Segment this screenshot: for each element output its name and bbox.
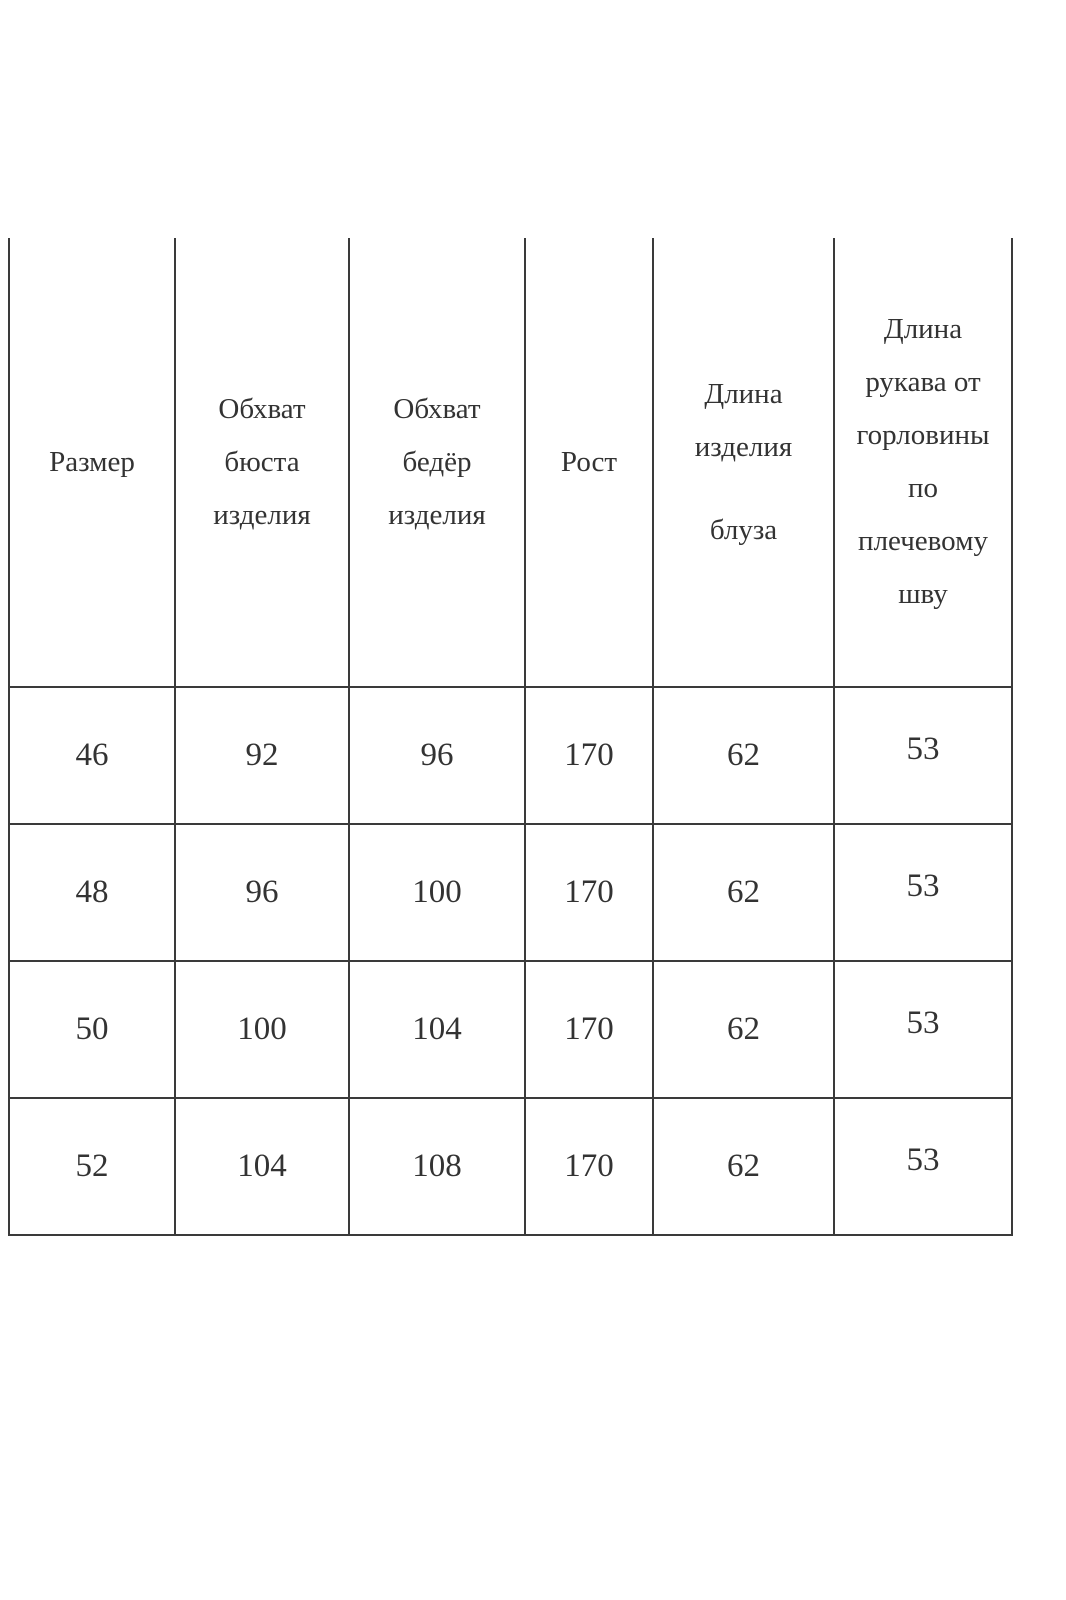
size-chart-table	[8, 238, 1013, 1236]
cell-size: 46	[9, 687, 175, 824]
header-hip-girth	[349, 238, 525, 687]
cell-hip-girth: 96	[349, 687, 525, 824]
header-line: по	[907, 472, 939, 504]
header-line: плечевому	[858, 525, 988, 557]
header-line: изделия	[213, 498, 311, 531]
header-blouse-length	[653, 238, 834, 687]
header-line: Рост	[560, 445, 618, 478]
cell-height: 170	[525, 824, 653, 961]
header-size	[9, 238, 175, 687]
header-line: бедёр	[402, 445, 472, 478]
cell-bust-girth: 100	[175, 961, 349, 1098]
header-line: изделия	[388, 498, 486, 531]
header-line: Обхват	[218, 392, 306, 425]
cell-size: 50	[9, 961, 175, 1098]
cell-sleeve-length	[834, 1098, 1012, 1235]
cell-sleeve-length-value: 53	[906, 1142, 940, 1178]
cell-size: 48	[9, 824, 175, 961]
cell-sleeve-length-value: 53	[906, 1005, 940, 1041]
header-sleeve-length	[834, 238, 1012, 687]
header-line: Обхват	[393, 392, 481, 425]
header-line: шву	[898, 578, 948, 610]
header-line: бюста	[224, 445, 300, 478]
cell-hip-girth: 108	[349, 1098, 525, 1235]
cell-size: 52	[9, 1098, 175, 1235]
cell-sleeve-length-value: 53	[906, 868, 940, 904]
table-header-row	[9, 238, 1012, 687]
cell-sleeve-length-value: 53	[906, 731, 940, 767]
cell-blouse-length: 62	[653, 961, 834, 1098]
header-line: Длина	[704, 377, 783, 410]
header-line: Размер	[49, 445, 135, 478]
table-row	[9, 824, 1012, 961]
cell-height: 170	[525, 687, 653, 824]
cell-height: 170	[525, 1098, 653, 1235]
cell-hip-girth: 100	[349, 824, 525, 961]
cell-sleeve-length	[834, 824, 1012, 961]
header-line: Длина	[883, 313, 963, 345]
table-row	[9, 1098, 1012, 1235]
header-height	[525, 238, 653, 687]
cell-blouse-length: 62	[653, 687, 834, 824]
header-line: рукава от	[865, 366, 981, 398]
cell-bust-girth: 92	[175, 687, 349, 824]
table-row	[9, 961, 1012, 1098]
table-row	[9, 687, 1012, 824]
header-line: изделия	[694, 430, 793, 463]
cell-sleeve-length	[834, 961, 1012, 1098]
header-line: горловины	[856, 419, 990, 451]
cell-height: 170	[525, 961, 653, 1098]
cell-bust-girth: 104	[175, 1098, 349, 1235]
header-line: блуза	[709, 513, 778, 546]
cell-hip-girth: 104	[349, 961, 525, 1098]
cell-blouse-length: 62	[653, 824, 834, 961]
header-bust-girth	[175, 238, 349, 687]
cell-bust-girth: 96	[175, 824, 349, 961]
cell-blouse-length: 62	[653, 1098, 834, 1235]
cell-sleeve-length	[834, 687, 1012, 824]
